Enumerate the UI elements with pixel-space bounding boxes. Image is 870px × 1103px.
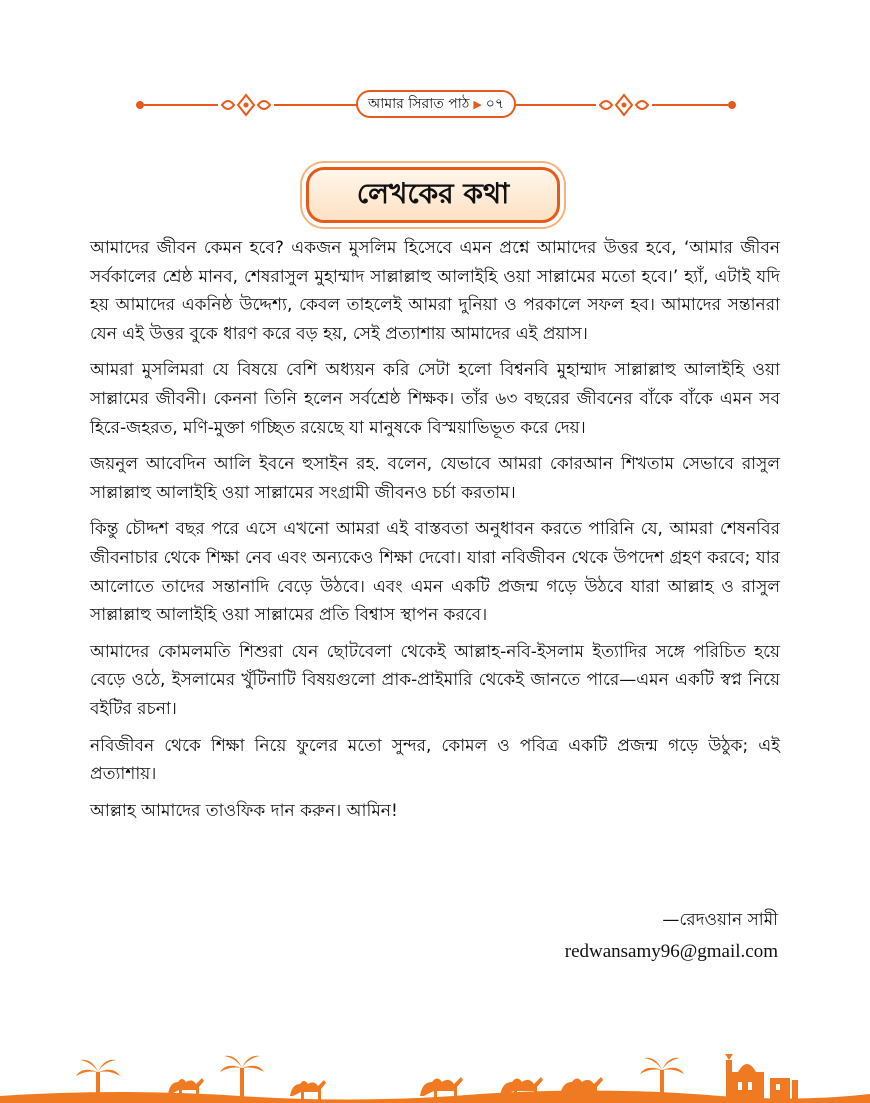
paragraph: আল্লাহ আমাদের তাওফিক দান করুন। আমিন! [90, 800, 398, 821]
footer-desert-silhouette-icon [0, 1050, 870, 1103]
triangle-right-icon: ▶ [473, 97, 482, 111]
paragraph: নবিজীবন থেকে শিক্ষা নিয়ে ফুলের মতো সুন্দর, কোমল ও পবিত্র একটি প্রজন্ম গড়ে উঠুক; এই প্রত্যাশায়। [90, 735, 780, 785]
header-dot-right [728, 101, 736, 109]
page-number: ০৭ [485, 96, 505, 112]
chapter-title: লেখকের কথা [356, 176, 510, 210]
mosque-icon [725, 1050, 798, 1100]
header-dot-left [136, 101, 144, 109]
paragraph: আমাদের কোমলমতি শিশুরা যেন ছোটবেলা থেকেই আল্লাহ-নবি-ইসলাম ইত্যাদির সঙ্গে পরিচিত হয়ে বেড়ে ওঠে, ইসলামের খুঁটিনাটি বিষয়গুলো প্রাক-প্রাইমারি থেকেই জানতে পারে—এমন একটি স্বপ্ন নিয়ে বইটির রচনা। [90, 641, 780, 719]
page-header [136, 90, 736, 120]
signature-block [565, 904, 778, 968]
paragraph: কিন্তু চৌদ্দশ বছর পরে এসে এখনো আমরা এই বাস্তবতা অনুধাবন করতে পারিনি যে, আমরা শেষনবির জীবনাচার থেকে শিক্ষা নেব এবং অন্যকেও শিক্ষা দেবো। যারা নবিজীবন থেকে উপদেশ গ্রহণ করবে; যার আলোতে তাদের সন্তানাদি বেড়ে উঠবে। এবং এমন একটি প্রজন্ম গড়ে উঠবে যারা আল্লাহ ও রাসুল সাল্লাল্লাহু আলাইহি ওয়া সাল্লামের প্রতি বিশ্বাস স্থাপন করবে। [90, 519, 780, 626]
paragraph: জয়নুল আবেদিন আলি ইবনে হুসাইন রহ. বলেন, যেভাবে আমরা কোরআন শিখতাম সেভাবে রাসুল সাল্লাল্লাহু আলাইহি ওয়া সাল্লামের সংগ্রামী জীবনও চর্চা করতাম। [90, 454, 780, 503]
author-name: —রেদওয়ান সামী [662, 910, 778, 930]
header-ornament-right-icon [596, 92, 652, 118]
paragraph: আমরা মুসলিমরা যে বিষয়ে বেশি অধ্যয়ন করি সেটা হলো বিশ্বনবি মুহাম্মাদ সাল্লাল্লাহু আলাইহি ওয়া সাল্লামের জীবনী। কেননা তিনি হলেন সর্বশ্রেষ্ঠ শিক্ষক। তাঁর ৬৩ বছরের জীবনের বাঁকে বাঁকে এমন সব হিরে-জহরত, মণি-মুক্তা গচ্ছিত রয়েছে যা মানুষকে বিস্ময়াভিভূত করে দেয়। [90, 360, 780, 438]
chapter-title-box [306, 167, 560, 223]
book-title: আমার সিরাত পাঠ [367, 96, 470, 112]
running-header [356, 90, 516, 118]
header-ornament-left-icon [218, 92, 274, 118]
paragraph: আমাদের জীবন কেমন হবে? একজন মুসলিম হিসেবে এমন প্রশ্নে আমাদের উত্তর হবে, ‘আমার জীবন সর্বকালের শ্রেষ্ঠ মানব, শেষরাসুল মুহাম্মাদ সাল্লাল্লাহু আলাইহি ওয়া সাল্লামের মতো হবে।’ হ্যাঁ, এটাই যদি হয় আমাদের একনিষ্ঠ উদ্দেশ্য, কেবল তাহলেই আমরা দুনিয়া ও পরকালে সফল হব। আমাদের সন্তানরা যেন এই উত্তর বুকে ধারণ করে বড় হয়, সেই প্রত্যাশায় আমাদের এই প্রয়াস। [90, 238, 780, 344]
body-text [90, 234, 780, 833]
author-email: redwansamy96@gmail.com [564, 941, 778, 962]
